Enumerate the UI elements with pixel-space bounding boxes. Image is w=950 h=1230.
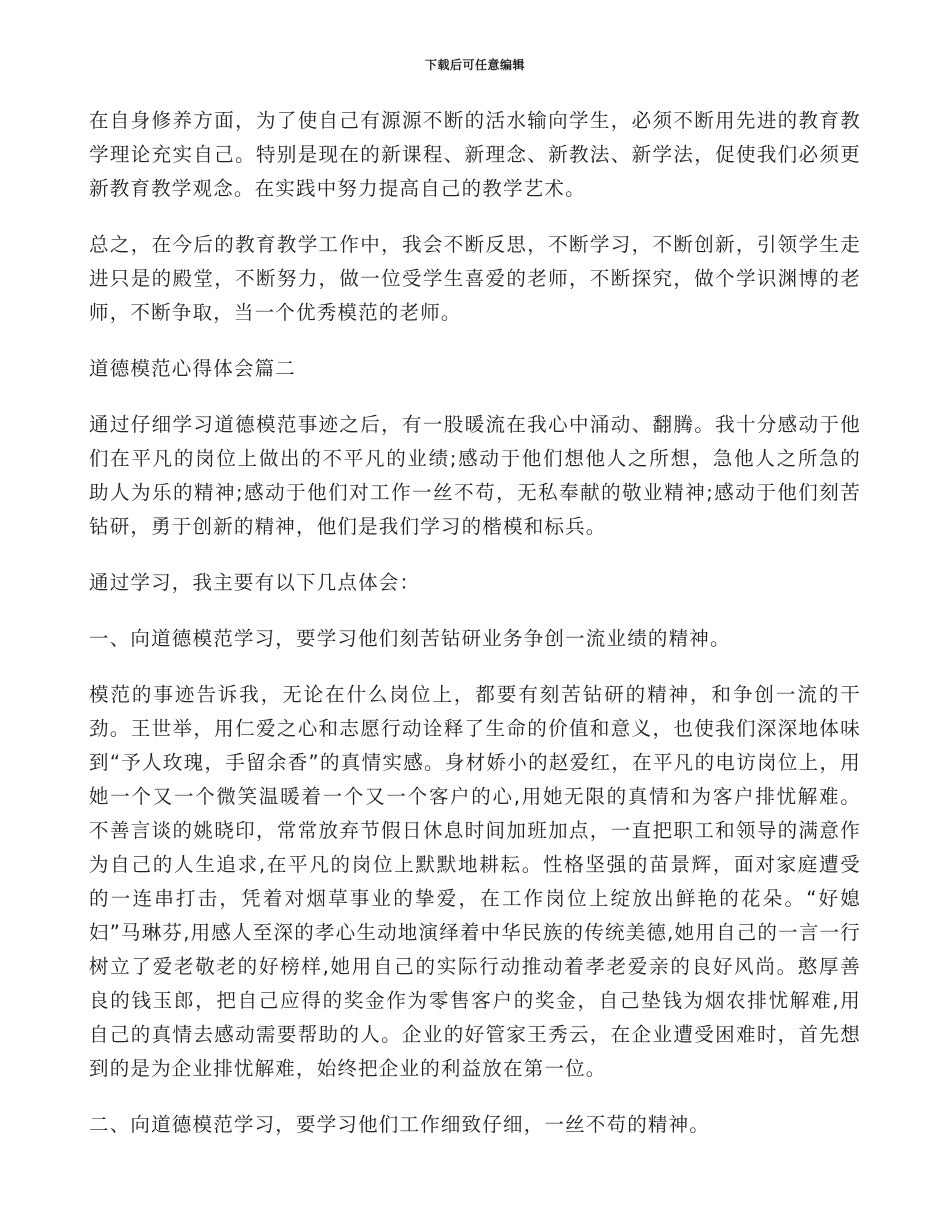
paragraph-intro: 通过仔细学习道德模范事迹之后，有一股暖流在我心中涌动、翻腾。我十分感动于他们在平凡的岗位上做出的不平凡的业绩;感动于他们想他人之所想，急他人之所急的助人为乐的精神;感动于他们对工作一丝不苟，无私奉献的敬业精神;感动于他们刻苦钻研，勇于创新的精神，他们是我们学习的楷模和标兵。	[89, 413, 861, 538]
point-one: 一、向道德模范学习，要学习他们刻苦钻研业务争创一流业绩的精神。	[89, 627, 731, 650]
paragraph-conclusion: 总之，在今后的教育教学工作中，我会不断反思，不断学习，不断创新，引领学生走进只是的殿堂，不断努力，做一位受学生喜爱的老师，不断探究，做个学识渊博的老师，不断争取，当一个优秀模范的老师。	[89, 233, 861, 324]
paragraph-self-cultivation: 在自身修养方面，为了使自己有源源不断的活水输向学生，必须不断用先进的教育教学理论充实自己。特别是现在的新课程、新理念、新教法、新学法，促使我们必须更新教育教学观念。在实践中努力提高自己的教学艺术。	[89, 109, 861, 200]
header-note: 下载后可任意编辑	[424, 58, 525, 72]
paragraph-summary-lead: 通过学习，我主要有以下几点体会：	[89, 571, 421, 594]
section-title: 道德模范心得体会篇二	[89, 357, 297, 380]
point-two: 二、向道德模范学习，要学习他们工作细致仔细，一丝不苟的精神。	[89, 1113, 711, 1136]
document-body	[89, 104, 861, 1164]
paragraph-examples: 模范的事迹告诉我，无论在什么岗位上，都要有刻苦钻研的精神，和争创一流的干劲。王世举，用仁爱之心和志愿行动诠释了生命的价值和意义，也使我们深深地体味到“予人玫瑰，手留余香”的真情实感。身材娇小的赵爱红，在平凡的电访岗位上，用她一个又一个微笑温暖着一个又一个客户的心,用她无限的真情和为客户排忧解难。不善言谈的姚晓印，常常放弃节假日休息时间加班加点，一直把职工和领导的满意作为自己的人生追求,在平凡的岗位上默默地耕耘。性格坚强的苗景辉，面对家庭遭受的一连串打击，凭着对烟草事业的挚爱，在工作岗位上绽放出鲜艳的花朵。“好媳妇”马琳芬,用感人至深的孝心生动地演绎着中华民族的传统美德,她用自己的一言一行树立了爱老敬老的好榜样,她用自己的实际行动推动着孝老爱亲的良好风尚。憨厚善良的钱玉郎，把自己应得的奖金作为零售客户的奖金，自己垫钱为烟农排忧解难,用自己的真情去感动需要帮助的人。企业的好管家王秀云，在企业遭受困难时，首先想到的是为企业排忧解难，始终把企业的利益放在第一位。	[89, 683, 861, 1080]
